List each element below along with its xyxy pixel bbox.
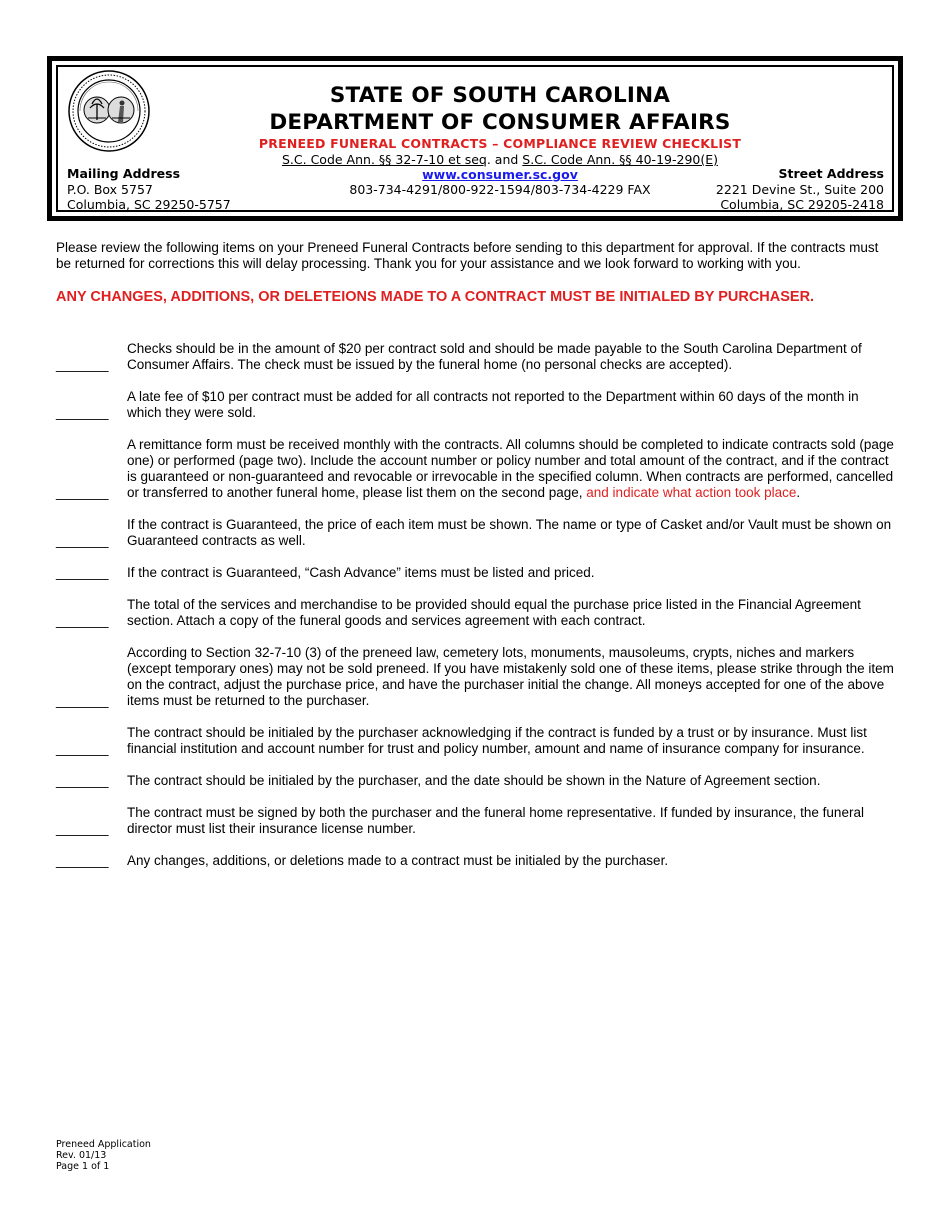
checklist-item [56, 389, 896, 421]
initial-blank[interactable]: _______ [56, 565, 109, 580]
checklist-item-text: If the contract is Guaranteed, “Cash Advance” items must be listed and priced. [127, 565, 595, 580]
mailing-address [67, 166, 231, 213]
checklist-item-text: The contract should be initialed by the purchaser, and the date should be shown in the Nature of Agreement section. [127, 773, 821, 788]
initial-blank[interactable]: _______ [56, 853, 109, 868]
checklist-item [56, 645, 896, 709]
footer-page-number: Page 1 of 1 [56, 1161, 110, 1172]
footer-revision: Rev. 01/13 [56, 1150, 107, 1161]
checklist-item [56, 853, 896, 869]
checklist [56, 341, 896, 885]
checklist-item-tail: . [796, 485, 801, 500]
street-address [716, 166, 884, 213]
initial-blank[interactable]: _______ [56, 693, 109, 708]
checklist-item [56, 437, 896, 501]
checklist-item [56, 565, 896, 581]
initial-blank[interactable]: _______ [56, 741, 109, 756]
state-seal-icon [68, 70, 150, 152]
checklist-item-text: The contract should be initialed by the purchaser acknowledging if the contract is funded by a trust or by insurance. Must list financial institution and account number for trust and policy number, amount and name of insurance company for insurance. [127, 725, 867, 756]
mailing-address-line2: Columbia, SC 29250-5757 [67, 197, 231, 212]
checklist-item [56, 597, 896, 629]
state-title: STATE OF SOUTH CAROLINA [329, 83, 671, 108]
checklist-item [56, 517, 896, 549]
mailing-address-label: Mailing Address [67, 166, 181, 181]
initial-blank[interactable]: _______ [56, 533, 109, 548]
department-title: DEPARTMENT OF CONSUMER AFFAIRS [269, 110, 731, 135]
checklist-item [56, 773, 896, 789]
initial-blank[interactable]: _______ [56, 821, 109, 836]
street-address-line2: Columbia, SC 29205-2418 [720, 197, 884, 212]
initial-notice: ANY CHANGES, ADDITIONS, OR DELETEIONS MADE TO A CONTRACT MUST BE INITIALED BY PURCHASER. [56, 289, 815, 305]
footer-form-name: Preneed Application [56, 1139, 151, 1150]
checklist-item-text: The total of the services and merchandise to be provided should equal the purchase price listed in the Financial Agreement section. Attach a copy of the funeral goods and services agreement with each contract. [127, 597, 861, 628]
code-reference-1: S.C. Code Ann. §§ 32-7-10 et seq [282, 152, 487, 167]
initial-blank[interactable]: _______ [56, 357, 109, 372]
initial-blank[interactable]: _______ [56, 613, 109, 628]
code-reference-2: S.C. Code Ann. §§ 40-19-290(E) [522, 152, 718, 167]
mailing-address-line1: P.O. Box 5757 [67, 181, 153, 197]
checklist-item [56, 341, 896, 373]
initial-blank[interactable]: _______ [56, 405, 109, 420]
checklist-item-text-main: A remittance form must be received monthly with the contracts. All columns should be completed to indicate contracts sold (page one) or performed (page two). Include the account number or policy number and total amount of the contract, and if the contract is guaranteed or non-guaranteed and revocable or irrevocable in the specified column. When contracts are performed, cancelled or transferred to another funeral home, please list them on the second page, [127, 437, 894, 500]
checklist-item-text: Any changes, additions, or deletions made to a contract must be initialed by the purchaser. [127, 853, 669, 868]
checklist-item-text: According to Section 32-7-10 (3) of the preneed law, cemetery lots, monuments, mausoleums, crypts, niches and markers (except temporary ones) may not be sold preneed. If you have mistakenly sold one of these items, please strike through the item on the contract, adjust the purchase price, and have the purchaser initial the change. All moneys accepted for one of the above items must be returned to the purchaser. [127, 645, 894, 708]
checklist-item-text: Checks should be in the amount of $20 per contract sold and should be made payable to the South Carolina Department of Consumer Affairs. The check must be issued by the funeral home (no personal checks are accepted). [127, 341, 862, 372]
checklist-subtitle: PRENEED FUNERAL CONTRACTS – COMPLIANCE REVIEW CHECKLIST [258, 136, 742, 151]
intro-paragraph: Please review the following items on your Preneed Funeral Contracts before sending to this department for approval. If the contracts must be returned for corrections this will delay processing. Thank you for your assistance and we look forward to working with you. [56, 240, 879, 271]
checklist-item-text [127, 437, 896, 501]
checklist-item [56, 805, 896, 837]
checklist-item-highlight: and indicate what action took place [586, 485, 797, 500]
street-address-line1: 2221 Devine St., Suite 200 [715, 181, 884, 197]
initial-blank[interactable]: _______ [56, 773, 109, 788]
checklist-item-text: The contract must be signed by both the purchaser and the funeral home representative. If funded by insurance, the funeral director must list their insurance license number. [127, 805, 864, 836]
phone-numbers: 803-734-4291/800-922-1594/803-734-4229 FAX [349, 182, 651, 197]
street-address-label: Street Address [778, 166, 884, 181]
website-link[interactable]: www.consumer.sc.gov [422, 167, 578, 182]
checklist-item-text: A late fee of $10 per contract must be added for all contracts not reported to the Department within 60 days of the month in which they were sold. [127, 389, 859, 420]
initial-blank[interactable]: _______ [56, 485, 109, 500]
checklist-item-text: If the contract is Guaranteed, the price of each item must be shown. The name or type of Casket and/or Vault must be shown on Guaranteed contracts as well. [127, 517, 892, 548]
checklist-item [56, 725, 896, 757]
page-footer [56, 1139, 151, 1172]
code-joiner: . and [486, 152, 523, 167]
